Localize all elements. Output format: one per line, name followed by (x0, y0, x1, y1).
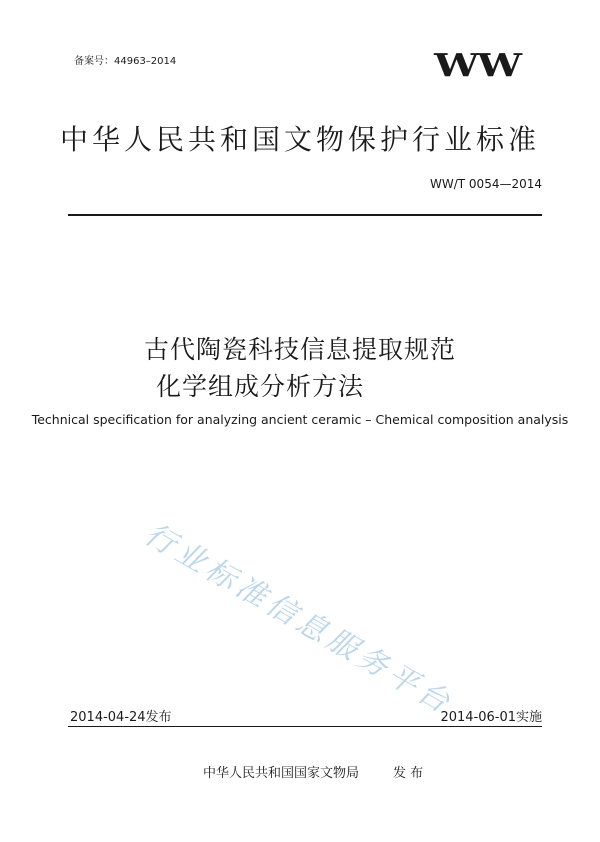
footer-divider (68, 726, 542, 727)
watermark: 行业标准信息服务平台 (138, 516, 460, 723)
filing-number: 备案号：44963–2014 (74, 56, 177, 67)
issue-date: 2014-04-24发布 (70, 710, 172, 725)
header-divider (68, 214, 542, 216)
ww-logo: WW (434, 46, 520, 85)
organization-title: 中华人民共和国文物保护行业标准 (59, 123, 540, 156)
title-line-1: 古代陶瓷科技信息提取规范 (143, 335, 456, 364)
english-title: Technical specification for analyzing ancient ceramic – Chemical composition analysis (31, 412, 569, 427)
release-label: 发 布 (393, 766, 424, 781)
standard-number: WW/T 0054—2014 (430, 177, 542, 191)
implementation-date: 2014-06-01实施 (440, 710, 542, 725)
title-line-2: 化学组成分析方法 (155, 372, 364, 401)
issuing-authority: 中华人民共和国国家文物局 (203, 766, 360, 781)
